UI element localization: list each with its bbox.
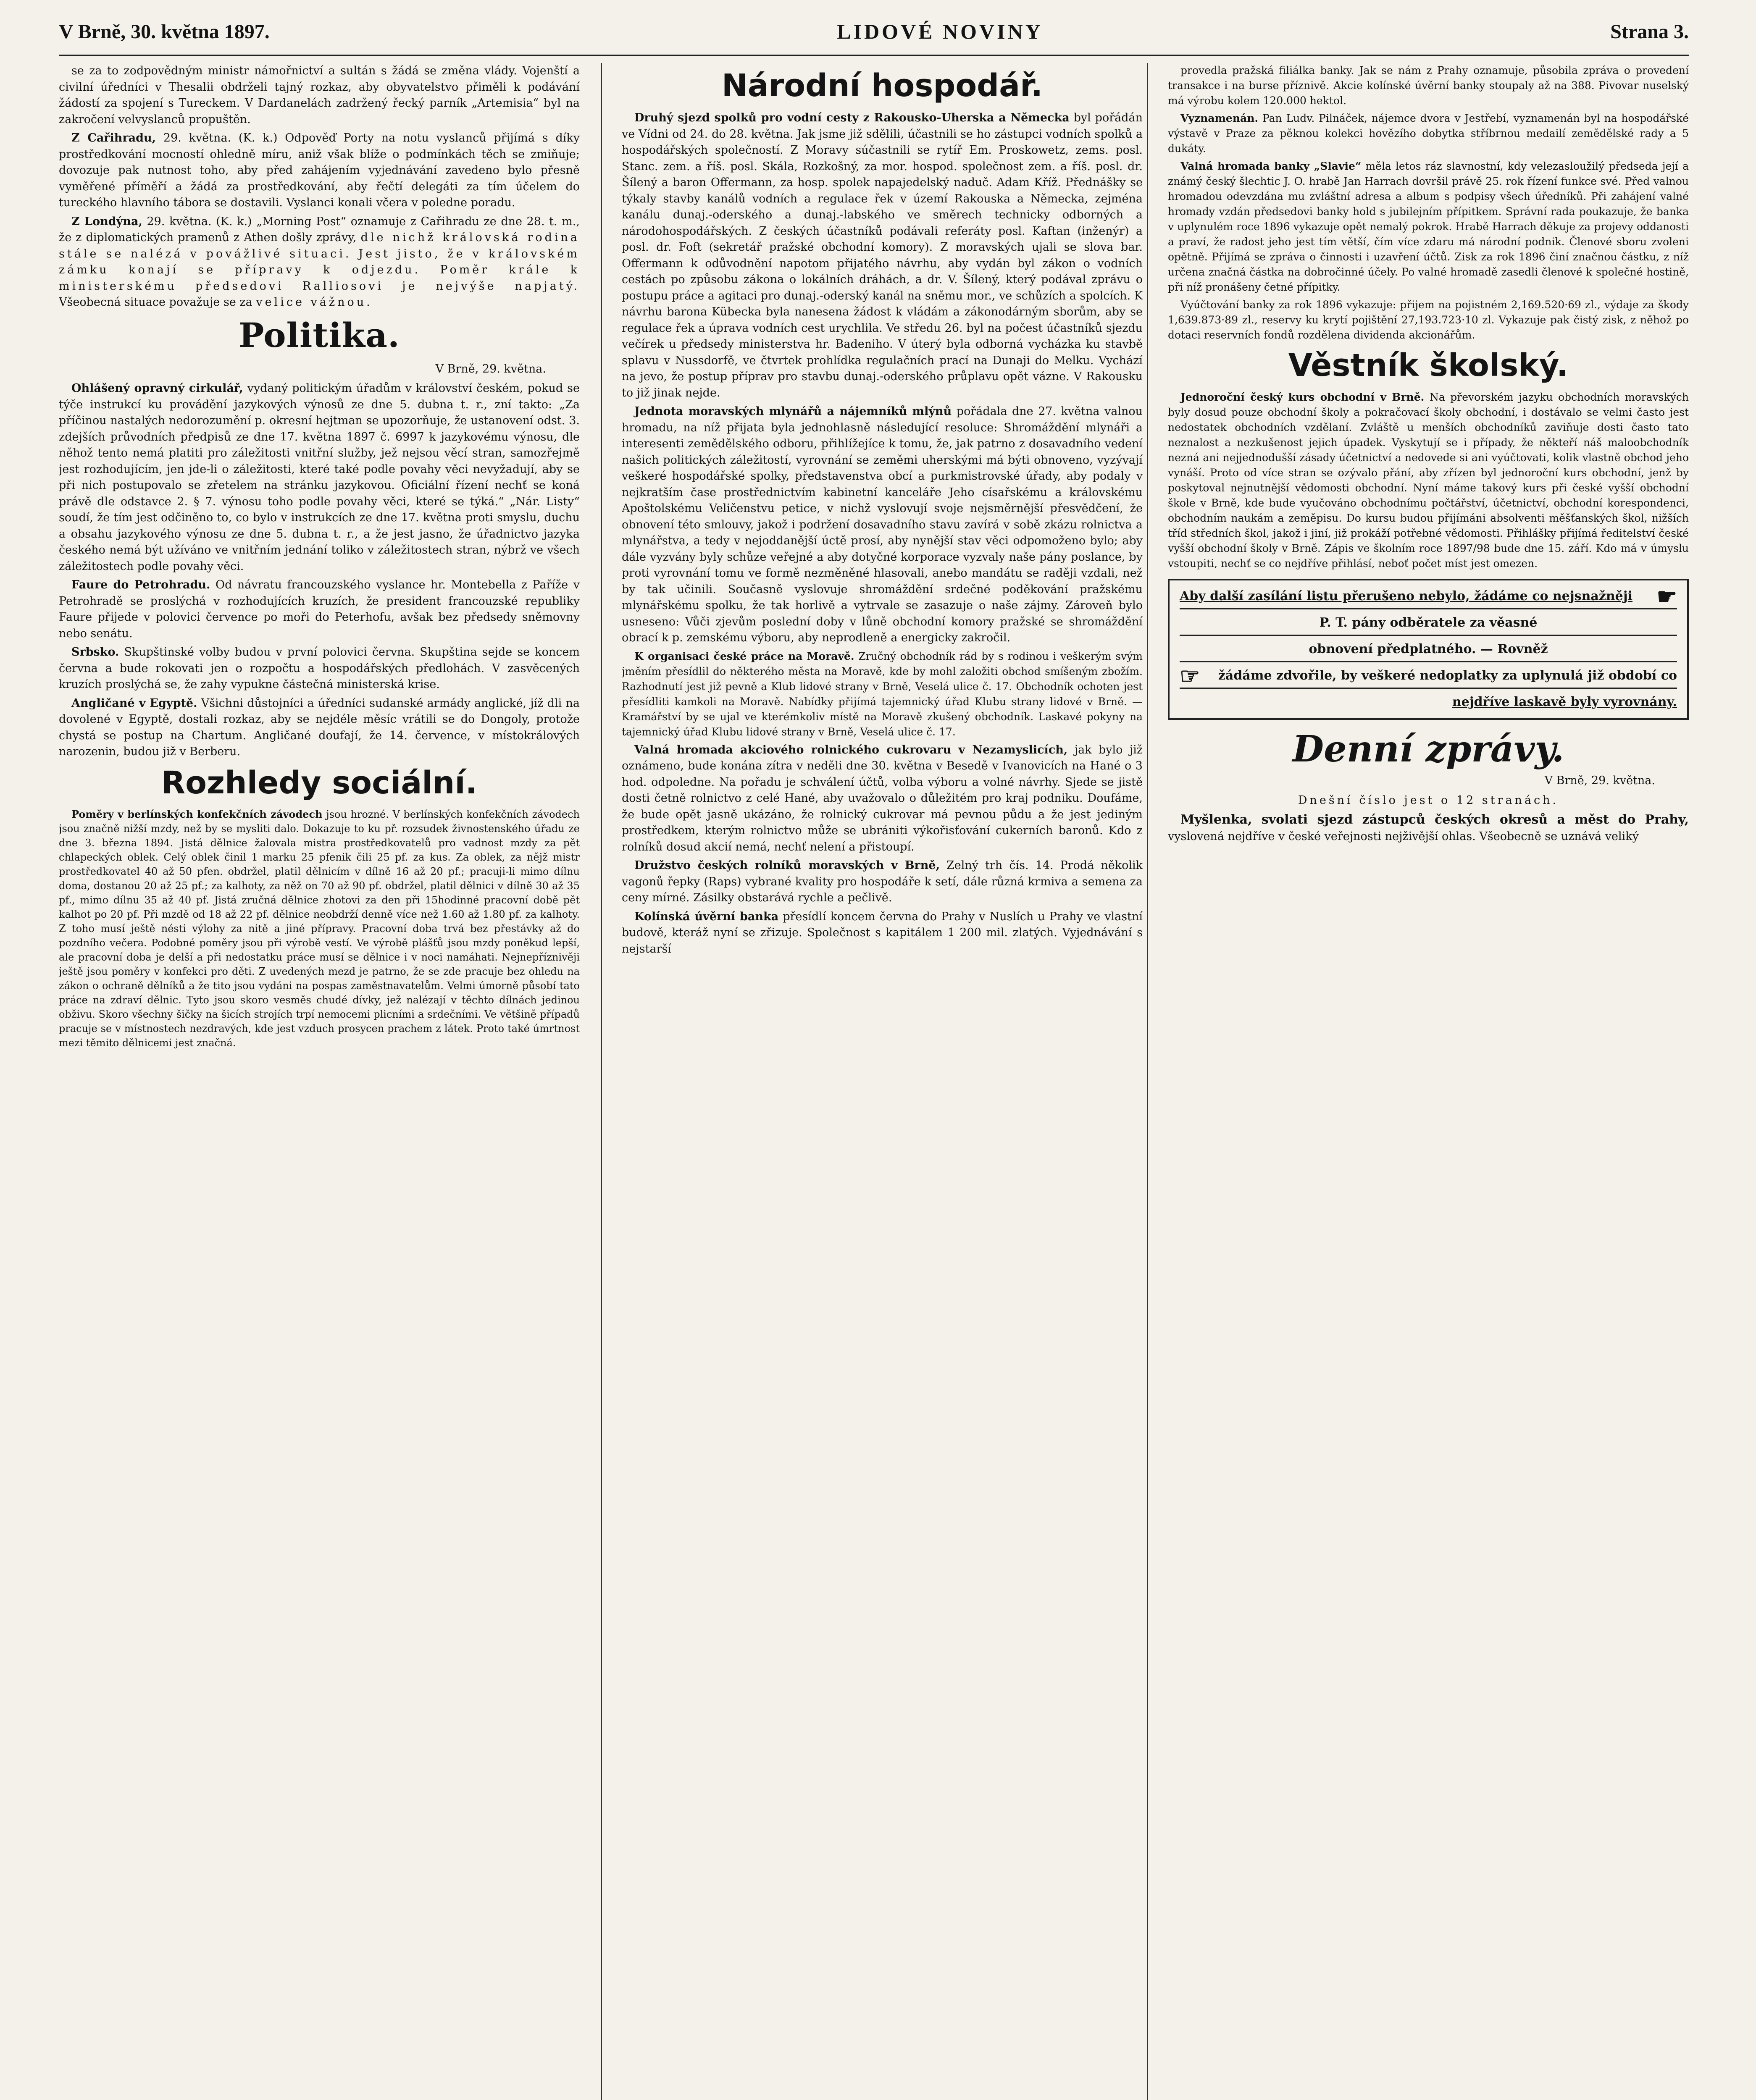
news-body: vydaný politickým úřadům v království českém, pokud se týče instrukcí ku provádění jazykových výnosů ze dne 5. dubna t. r., zní takto: „Za příčinou nastalých nedorozumění p. okresní hejtman se upozorňuje, že ustanovení odst. 3. zdejších průvodních předpisů ze dne 17. května 1897 č. 6997 k jazykovému výnosu, dle něhož tento nemá platiti pro záležitosti vnitřní služby, jež nejsou věcí stran, samozřejmě jest rozhodujícím, jen jde-li o záležitosti, které také podle povahy věci nevyžadují, aby se při nich postupovalo se zřetelem na stránku jazykovou. Oficiální řízení nechť se koná právě dle odstavce 2. § 7. výnosu toho podle povahy věci, které se týká.“ „Nár. Listy“ soudí, že tím jest odčiněno to, co bylo v instrukcích ze dne 17. května proti smyslu, duchu a obsahu jazykového výnosu ze dne 5. dubna t. r., a že jest jasno, že úřadnictvo jazyka českého nemá být užíváno ve vnitřním jednání toliko v záležitostech stran, nýbrž ve všech záležitostech podle povahy věci. [59, 382, 580, 573]
news-lead: Z Cařihradu, [71, 131, 156, 144]
section-title-vestnik-skolsky: Věstník školský. [1288, 347, 1569, 383]
notice-rule [1180, 608, 1677, 609]
news-lead: Vyznamenán. [1180, 112, 1259, 124]
header-rule [59, 55, 1689, 56]
column-1 [59, 63, 580, 2100]
news-item [59, 696, 580, 760]
news-item [59, 130, 580, 211]
news-item [59, 381, 580, 575]
dateline: V Brně, 29. května. [435, 362, 546, 375]
news-lead: Jednoroční český kurs obchodní v Brně. [1180, 391, 1425, 403]
paragraph: Vyúčtování banky za rok 1896 vykazuje: přijem na pojistném 2,169.520·69 zl., výdaje za škody 1,639.873·89 zl., reservy ku krytí pojištění 27,193.723·10 zl. Vykazuje pak čistý zisk, z něhož po dotaci reservních fondů rozdělena dividenda akcionářům. [1168, 299, 1689, 341]
section-title-denni-zpravy: Denní zprávy. [1292, 728, 1564, 770]
notice-line: nejdříve laskavě byly vyrovnány. [1452, 695, 1677, 709]
news-item [1168, 159, 1689, 295]
news-body: Pan Ludv. Pilnáček, nájemce dvora v Jestřebí, vyznamenán byl na hospodářské výstavě v Praze za pěknou kolekci hovězího dobytka stříbrnou medailí zemědělské rady a 5 dukáty. [1168, 112, 1689, 155]
news-body: jak bylo již oznámeno, bude konána zítra v neděli dne 30. května v Besedě v Ivanovicích na Hané o 3 hod. odpoledne. Na pořadu je schválení účtů, volba výboru a volné návrhy. Sjede se jistě dosti četně rolnictvo z celé Hané, aby uvažovalo o důležitém pro kraj podniku. Doufáme, že bude opět jasně ukázáno, že rolnický cukrovar má pevnou půdu a že jest jediným prostředkem, kterým rolnictvo může se ubrániti výkořisťování cukerních baronů. Kdo z rolníků dosud akcií nemá, nechť nelení a přistoupí. [622, 743, 1143, 853]
header-date: V Brně, 30. května 1897. [59, 20, 270, 43]
news-lead: Valná hromada akciového rolnického cukrovaru v Nezamyslicích, [634, 743, 1068, 756]
news-item [622, 909, 1143, 958]
news-body: byl pořádán ve Vídni od 24. do 28. května. Jak jsme již sdělili, účastnili se ho zástupci vodních spolků a hospodářských společností. Z Moravy súčastnili se rytíř Em. Proskowetz, zems. posl. Stanc. zem. a říš. posl. Skála, Rozkošný, za mor. hospod. společnost zem. a říš. posl. dr. Šílený a baron Offermann, za hosp. spolek napajedelský naduč. Adam Kříž. Přednášky se týkaly stavby kanálů vodních a regulace řek v území Rakouska a Německa, zejména kanálu dunaj.-oderského a dunaj.-labského ve směrech technicky odborných a národohospodářských. Z českých účastníků podávali referáty posl. Kaftan (inženýr) a posl. dr. Foft (sekretář pražské obchodní komory). Z moravských ujali se slova bar. Offermann k odůvodnění napotom přijatého návrhu, aby vydán byl zákon o vodních cestách po způsobu zákona o lokálních dráhách, a dr. V. Šílený, který podával zprávu o postupu práce a agitaci pro dunaj.-oderský kanál na sněmu mor., ve schůzích a spolcích. K návrhu barona Kübecka byla nanesena žádost k vládám a zákonodárným sborům, aby se regulace řek a úprava vodních cest urychlila. Ve středu 26. byl na počest účastníků sjezdu večírek u předsedy ministerstva hr. Badeniho. V úterý byla odborná vycházka ku stavbě splavu v Nussdorfě, ve čtvrtek prohlídka regulačních prací na Dunaji do Melku. Vychází na jevo, že postup příprav pro stavbu dunaj.-oderského průplavu opět vázne. V Rakousku to již jinak nejde. [622, 111, 1143, 399]
column-3 [1168, 63, 1689, 2100]
notice-line: obnovení předplatného. — Rovněž [1309, 642, 1548, 656]
section-title-rozhledy: Rozhledy sociální. [161, 764, 477, 801]
news-body: Na převorském jazyku obchodních moravských byly dosud pouze obchodní školy a pokračovací školy obchodní, i dostávalo se velmi často jest nedostatek obchodních vzdělaní. Zvláště u menších obchodníků zaviňuje dosti často tato neznalost a nezkušenost jejich úpadek. Vyskytují se i případy, že někteří náš maloobchodník nezná ani nejjednodušší zásady účetnictví a nedovede si ani vyúčtovati, kolik vlastně obchod jeho vynáší. Proto od více stran se ozývalo přání, aby zřízen byl jednoroční kurs obchodní, jenž by poskytoval nejnutnější vědomosti obchodní. Nyní máme takový kurs při české vyšší obchodní škole v Brně, kde bude vyučováno obchodnímu počtářství, účetnictví, obchodní korespondenci, obchodním naukám a zeměpisu. Do kursu budou přijímáni absolventi měšťanských škol, nižších tříd středních škol, jakož i jiní, již prokáží potřebné vědomosti. Přihlášky přijímá ředitelství české vyšší obchodní školy v Brně. Zápis ve školním roce 1897/98 bude dne 15. září. Kdo má v úmyslu vstoupiti, nechť se co nejdříve přihlásí, neboť počet míst jest omezen. [1168, 391, 1689, 570]
news-lead: Srbsko. [71, 646, 119, 659]
notice-row [1180, 662, 1677, 689]
column-separator [601, 63, 602, 2100]
news-lead: Poměry v berlínských konfekčních závodech [71, 808, 323, 820]
news-item [1168, 111, 1689, 156]
section-title-politika: Politika. [239, 315, 400, 355]
news-item [59, 214, 580, 311]
news-lead: Angličané v Egyptě. [71, 696, 197, 710]
news-lead: Družstvo českých rolníků moravských v Brně, [634, 859, 940, 872]
news-item [622, 649, 1143, 740]
notice-rule [1180, 661, 1677, 662]
news-item [622, 110, 1143, 401]
news-body: Zručný obchodník rád by s rodinou i veškerým svým jměním přesídlil do některého města na Moravě, kde by mohl založiti obchod smíšeným zbožím. Razhodnutí jest již pevně a Klub lidové strany v Brně, Veselá ulice č. 17. Obchodník ochoten jest přesídliti kamkoli na Moravě. Nabídky přijímá tajemnický úřad Klubu strany lidové v Brně. — Kramářství by se ujal ve kterémkoliv místě na Moravě zkušený obchodník. Laskavé pokyny na tajemnický úřad Klubu lidové strany v Brně, Veselá ulice č. 17. [622, 650, 1143, 738]
news-lead: Jednota moravských mlynářů a nájemníků mlýnů [634, 405, 952, 418]
news-lead: Faure do Petrohradu. [71, 578, 210, 591]
news-body: přesídlí koncem června do Prahy v Nuslích u Prahy ve vlastní budově, kteráž nyní se zřizuje. Společnost s kapitálem 1 200 mil. zlatých. Vyjednávání s nejstarší [622, 910, 1143, 956]
news-body: Všeobecná situace považuje se za [59, 296, 252, 309]
section-title-narodni-hospodar: Národní hospodář. [721, 68, 1043, 104]
news-body: vyslovená nejdříve v české veřejnosti nejživější ohlas. Všeobecně se uznává veliký [1168, 830, 1639, 843]
news-item [622, 404, 1143, 646]
news-item [1168, 812, 1689, 845]
news-body: 29. května. (K. k.) „Morning Post“ oznamuje z Cařihradu ze dne 28. t. m., že z diplomatických pramenů z Athen došly zprávy, [59, 215, 580, 244]
news-lead: Valná hromada banky „Slavie“ [1180, 160, 1362, 172]
news-body: Zelný trh čís. 14. Prodá několik vagonů řepky (Raps) vybrané kvality pro hospodáře k setí, dále různá krmiva a semena za ceny mírné. Zásilky obstarává rychle a pečlivě. [622, 859, 1143, 904]
news-body: Všichni důstojníci a úředníci sudanské armády anglické, jíž dli na dovolené v Egyptě, dostali rozkaz, aby se nejdéle měsíc vrátili se do Dongoly, protože chystá se postup na Chartum. Angličané doufají, že 14. července, v místokrálových narozenin, budou již v Berberu. [59, 696, 580, 758]
paragraph: provedla pražská filiálka banky. Jak se nám z Prahy oznamuje, působila zpráva o provedení transakce i na burse příznivě. Akcie kolínské úvěrní banky stoupaly až na 388. Pivovar nuselský má výrobu kolem 120.000 hektol. [1168, 64, 1689, 107]
news-body-spaced: velice vážnou. [256, 296, 373, 309]
newspaper-page [34, 13, 1714, 2100]
news-lead: Ohlášený opravný cirkulář, [71, 382, 243, 395]
news-item [59, 577, 580, 642]
issue-page-count-notice: Dnešní číslo jest o 12 stranách. [1298, 793, 1559, 807]
notice-row [1180, 583, 1677, 610]
notice-rule [1180, 688, 1677, 689]
news-item [622, 742, 1143, 856]
news-body: 29. května. (K. k.) Odpověď Porty na notu vyslanců přijímá s díky prostředkování mocností ohledně míru, aniž však blíže o podmínkách těch se zmiňuje; dovozuje pak nutnost toho, aby před zahájením vyjednávání zavedeno bylo přesně vyměřené příměří a žádá za prostředkování, aby řečtí delegáti za tím účelem do tureckého hlavního tábora se dostavili. Vyslanci konali včera v poledne poradu. [59, 131, 580, 209]
subscription-notice-box [1168, 579, 1689, 720]
pointing-hand-icon: ☞ [1180, 662, 1200, 689]
news-lead: K organisaci české práce na Moravě. [634, 650, 854, 662]
news-lead: Myšlenka, svolati sjezd zástupců českých okresů a měst do Prahy, [1180, 812, 1689, 827]
page-number: Strana 3. [1610, 20, 1689, 43]
news-body: pořádala dne 27. května valnou hromadu, na níž přijata byla jednohlasně následující resoluce: Shromáždění mlynáři a interesenti zemědělského odboru, přihlížejíce k tomu, že, jak patrno z dosavadního vedení našich politických záležitostí, vyrovnání se zeměmi uherskými má býti obnoveno, vyzývají veškeré hospodářské spolky, představenstva obcí a purkmistrovské úřady, aby podaly v nejkratším čase prostřednictvím kabinetní kanceláře Jeho císařskému a královskému Apoštolskému Veličenstvu petice, v nichž vyslovují svoje nejsměrnější přesvědčení, že obnovení této smlouvy, jakož i podržení dosavadního stavu zavírá v sobě zkázu rolnictva a mlynářstva, a tedy v nejoddanější úctě prosí, aby nynější stav věci odpomoženo bylo; aby dále vyzvány byly schůze veřejné a aby dotyčné korporace vyzvaly naše pány poslance, by proti vyrovnání tomu ve formě nezměněné hlasovali, anebo mandátu se raději vzdali, než by tak učinili. Současně vyslovuje shromáždění srdečné poděkování pražskému mlynářskému spolku, že tak horlivě a vytrvale se zasazuje o naše zájmy. Zároveň bylo usneseno: Vůči zjevům poslední doby v lůně obchodní komory pražské se shromáždění obrací k p. zemskému výboru, aby neprodleně a energicky zakročil. [622, 405, 1143, 644]
news-lead: Kolínská úvěrní banka [634, 910, 779, 923]
news-body: měla letos ráz slavnostní, kdy velezasloužilý předseda její a známý český šlechtic J. O. hrabě Jan Harrach dovršil právě 25. rok řízení funkce své. Před valnou hromadou odevzdána mu zvláštní adresa a album s podpisy všech úředníků. Při zahájení valné hromady vzdán předsedovi banky hold s jubilejním přípitkem. Správní rada poukazuje, že banka v uplynulém roce 1896 vykazuje opět nemalý pokrok. Hrabě Harrach děkuje za projevy oddanosti a praví, že radost jeho jest tím větší, čím více zdaru má národní podnik. Členové sboru zvoleni opětně. Přijímá se zpráva o činnosti i uzavření účtů. Zisk za rok 1896 činí značnou částku, z níž určena značná částka na dobročinné účely. Po valné hromadě zasedli členové k společné hostině, při níž pronášeny četné přípitky. [1168, 160, 1689, 293]
notice-rule [1180, 635, 1677, 636]
paragraph: se za to zodpovědným ministr námořnictví a sultán s žádá se změna vlády. Vojenští a civilní úředníci v Thesalii obdrželi tajný rozkaz, aby obyvatelstvo přiměli k podávání žádostí za spojení s Tureckem. V Dardanelách zadržený řecký parník „Artemisia“ byl na zakročení velvyslanců propuštěn. [59, 64, 580, 126]
page-header [59, 13, 1689, 50]
news-body: jsou hrozné. V berlínských konfekčních závodech jsou značně nižší mzdy, než by se mysliti dalo. Dokazuje to ku př. rozsudek živnostenského úřadu ze dne 3. března 1894. Jistá dělnice žalovala mistra prostředkovatelů pro vadnost mzdy za pět chlapeckých oblek. Celý oblek činil 1 marku 25 pfenik čili 25 pf. za kus. Za oblek, za nějž mistr prostředkovatel 40 až 50 pfen. obdržel, platil dělnicím v dílně 16 až 20 pf.; pracuji-li mimo dílnu doma, dostanou 20 až 25 pf.; za kalhoty, za něž on 70 až 90 pf. obdržel, platil dělnici v dílně 30 až 35 pf., mimo dílnu 35 až 40 pf. Jistá zručná dělnice zhotovi za den při 15hodinné pracovní době pět kalhot po 20 pf. Při mzdě od 18 až 22 pf. dělnice neobdrží denně více než 1.60 až 1.80 pf. za kalhoty. Z toho musí ještě nésti výlohy za nitě a jiné přípravy. Pracovní doba trvá bez přestávky až do pozdního večera. Podobné poměry jsou při výrobě vestí. Ve výrobě plášťů jsou mzdy poněkud lepší, ale pracovní doba je delší a při nedostatku práce musí se dělnice i v noci namáhati. Nejnepříznivěji ještě jsou poměry v konfekci pro děti. Z uvedených mezd je patrno, že se zde pracuje bez ohledu na zákon o ochraně dělníků a že tito jsou vydáni na pospas zaměstnavatelům. Velmi úmorně působí tato práce na zdraví dělnic. Tyto jsou skoro vesměs chudé dívky, jež nalézají v těchto dílnách jedinou obživu. Skoro všechny šičky na šicích strojích trpí nemocemi plicními a srdečními. Ve většině případů pracuje se v místnostech nezdravých, kde jest vzduch prosycen prachem z látek. Proto také úmrtnost mezi těmito dělnicemi jest značná. [59, 808, 580, 1049]
column-separator [1147, 63, 1148, 2100]
notice-line: žádáme zdvořile, by veškeré nedoplatky za uplynulá již období co [1218, 668, 1677, 683]
notice-line: P. T. pány odběratele za věasné [1319, 615, 1538, 630]
masthead-title: LIDOVÉ NOVINY [837, 20, 1043, 43]
news-item [1168, 390, 1689, 571]
pointing-hand-icon: ☛ [1656, 583, 1677, 610]
news-body: Skupštinské volby budou v první polovici června. Skupština sejde se koncem června a bude rokovati jen o rozpočtu a hospodářských předlohách. V zasvěcených kruzích proslýchá se, že zahy vypukne částečná ministerská krise. [59, 646, 580, 691]
news-body: Od návratu francouzského vyslance hr. Montebella z Paříže v Petrohradě se proslýchá v rozhodujících kruzích, že president francouzské republiky Faure přijede v polovici července po moři do Peterhofu, avšak bez předsedy sněmovny nebo senátu. [59, 578, 580, 640]
news-item [622, 858, 1143, 906]
news-body-spaced: dle nichž královská rodina stále se nalézá v povážlivé situaci. Jest jisto, že v královském zámku konají se přípravy k odjezdu. Poměr krále k ministerskému předsedovi Ralliosovi je nejvýše napjatý. [59, 231, 580, 293]
dateline: V Brně, 29. května. [1544, 774, 1655, 787]
notice-line: Aby další zasílání listu přerušeno nebylo, žádáme co nejsnažněji [1180, 589, 1633, 604]
news-item [59, 644, 580, 693]
news-lead: Druhý sjezd spolků pro vodní cesty z Rakousko-Uherska a Německa [634, 111, 1070, 124]
news-lead: Z Londýna, [71, 215, 142, 228]
column-2 [622, 63, 1143, 2100]
news-item [59, 807, 580, 1050]
